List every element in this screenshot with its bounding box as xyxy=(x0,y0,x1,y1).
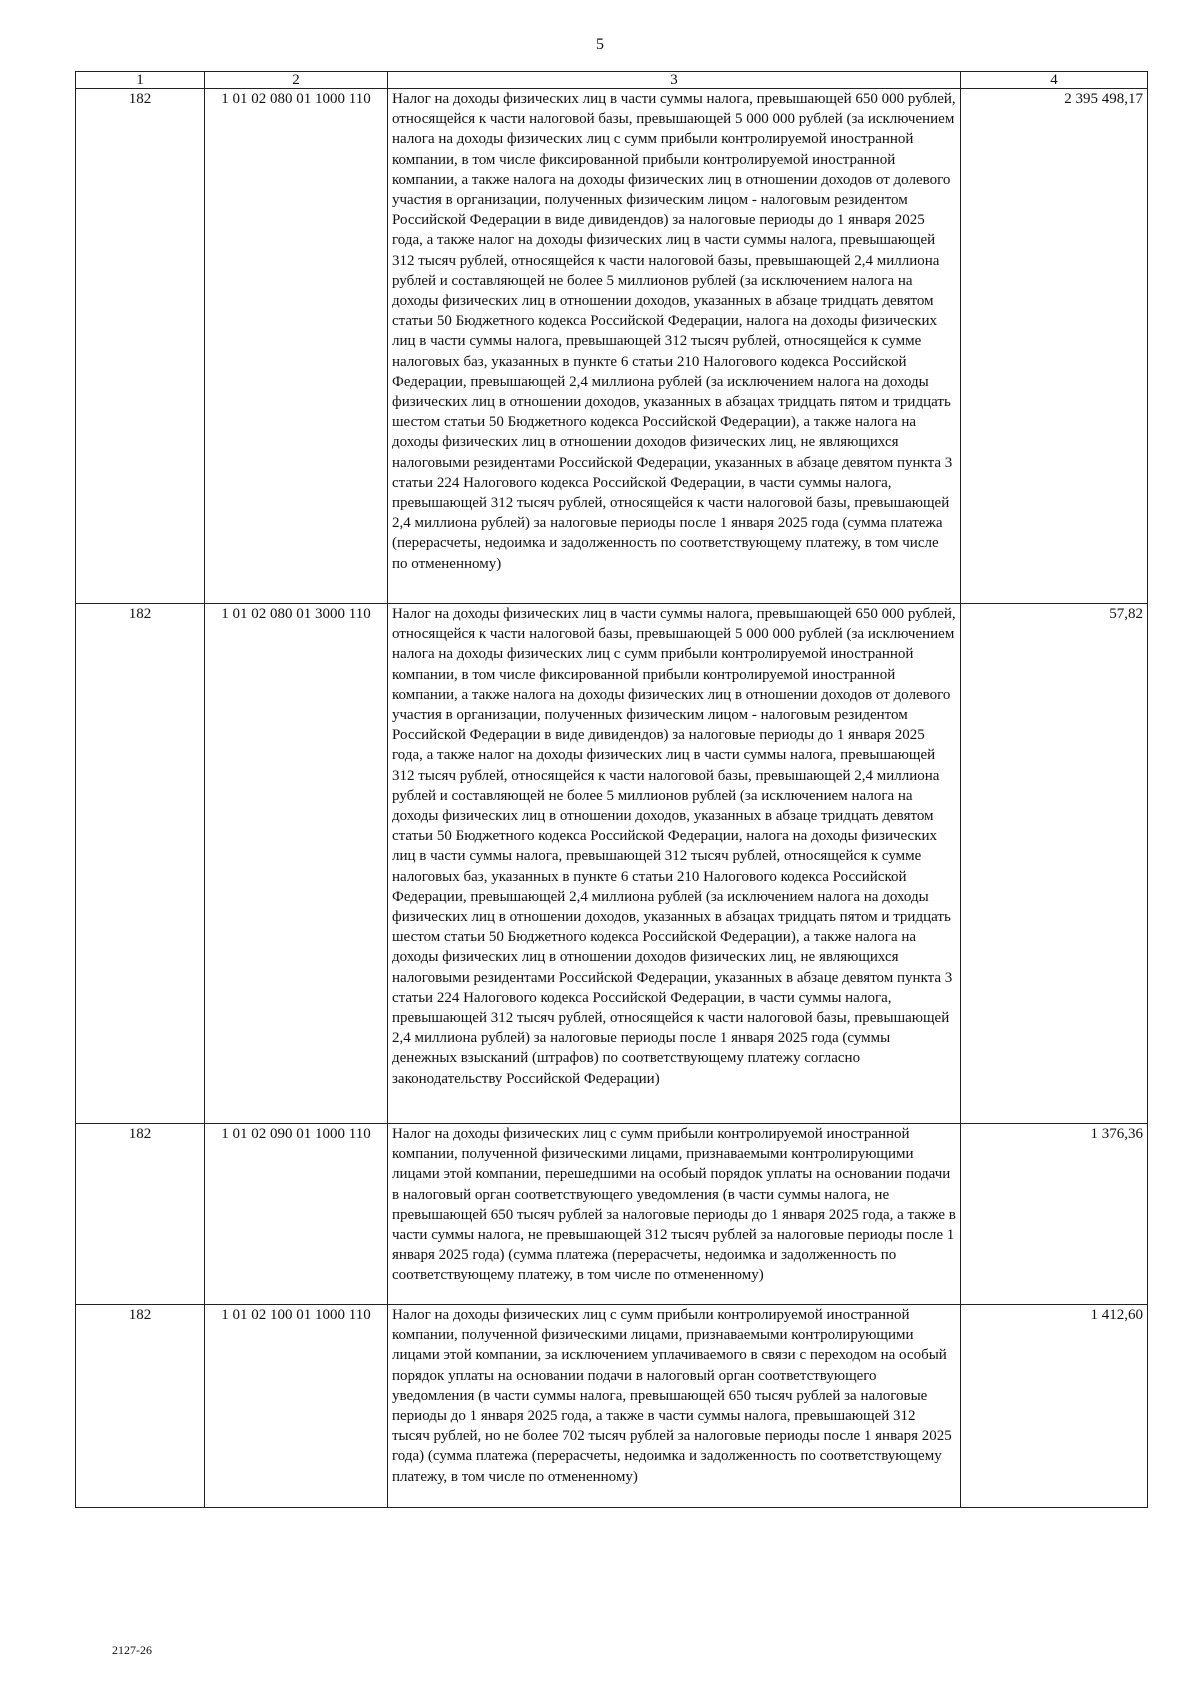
column-header-1: 1 xyxy=(76,72,205,89)
amount-cell: 57,82 xyxy=(961,604,1148,1124)
budget-classification-code-cell: 1 01 02 080 01 3000 110 xyxy=(205,604,388,1124)
column-header-4: 4 xyxy=(961,72,1148,89)
income-description-cell: Налог на доходы физических лиц в части суммы налога, превышающей 650 000 рублей, относящейся к части налоговой базы, превышающей 5 000 000 рублей (за исключением налога на доходы физических лиц с сумм прибыли контролируемой иностранной компании, в том числе фиксированной прибыли контролируемой иностранной компании, а также налога на доходы физических лиц в отношении доходов от долевого участия в организации, полученных физическим лицом - налоговым резидентом Российской Федерации в виде дивидендов) за налоговые периоды до 1 января 2025 года, а также налог на доходы физических лиц в части суммы налога, превышающей 312 тысяч рублей, относящейся к части налоговой базы, превышающей 2,4 миллиона рублей и составляющей не более 5 миллионов рублей (за исключением налога на доходы физических лиц в отношении доходов, указанных в абзаце тридцать девятом статьи 50 Бюджетного кодекса Российской Федерации, налога на доходы физических лиц в части суммы налога, превышающей 312 тысяч рублей, относящейся к сумме налоговых баз, указанных в пункте 6 статьи 210 Налогового кодекса Российской Федерации, превышающей 2,4 миллиона рублей (за исключением налога на доходы физических лиц в отношении доходов, указанных в абзацах тридцать пятом и тридцать шестом статьи 50 Бюджетного кодекса Российской Федерации), а также налога на доходы физических лиц в отношении доходов физических лиц, не являющихся налоговыми резидентами Российской Федерации, указанных в абзаце девятом пункта 3 статьи 224 Налогового кодекса Российской Федерации, в части суммы налога, превышающей 312 тысяч рублей, относящейся к части налоговой базы, превышающей 2,4 миллиона рублей) за налоговые периоды после 1 января 2025 года (суммы денежных взысканий (штрафов) по соответствующему платежу согласно законодательству Российской Федерации) xyxy=(388,604,961,1124)
income-description-cell: Налог на доходы физических лиц с сумм прибыли контролируемой иностранной компании, полученной физическими лицами, признаваемыми контролирующими лицами этой компании, перешедшими на особый порядок уплаты на основании подачи в налоговый орган соответствующего уведомления (в части суммы налога, не превышающей 650 тысяч рублей за налоговые периоды до 1 января 2025 года, а также в части суммы налога, не превышающей 312 тысяч рублей за налоговые периоды после 1 января 2025 года) (сумма платежа (перерасчеты, недоимка и задолженность по соответствующему платежу, в том числе по отмененному) xyxy=(388,1124,961,1305)
table-row xyxy=(76,604,1148,1124)
admin-code-cell: 182 xyxy=(76,1124,205,1305)
admin-code-cell: 182 xyxy=(76,89,205,604)
budget-classification-code-cell: 1 01 02 080 01 1000 110 xyxy=(205,89,388,604)
column-header-2: 2 xyxy=(205,72,388,89)
table-row xyxy=(76,1305,1148,1508)
income-description-cell: Налог на доходы физических лиц в части суммы налога, превышающей 650 000 рублей, относящейся к части налоговой базы, превышающей 5 000 000 рублей (за исключением налога на доходы физических лиц с сумм прибыли контролируемой иностранной компании, в том числе фиксированной прибыли контролируемой иностранной компании, а также налога на доходы физических лиц в отношении доходов от долевого участия в организации, полученных физическим лицом - налоговым резидентом Российской Федерации в виде дивидендов) за налоговые периоды до 1 января 2025 года, а также налог на доходы физических лиц в части суммы налога, превышающей 312 тысяч рублей, относящейся к части налоговой базы, превышающей 2,4 миллиона рублей и составляющей не более 5 миллионов рублей (за исключением налога на доходы физических лиц в отношении доходов, указанных в абзаце тридцать девятом статьи 50 Бюджетного кодекса Российской Федерации, налога на доходы физических лиц в части суммы налога, превышающей 312 тысяч рублей, относящейся к сумме налоговых баз, указанных в пункте 6 статьи 210 Налогового кодекса Российской Федерации, превышающей 2,4 миллиона рублей (за исключением налога на доходы физических лиц в отношении доходов, указанных в абзацах тридцать пятом и тридцать шестом статьи 50 Бюджетного кодекса Российской Федерации), а также налога на доходы физических лиц в отношении доходов физических лиц, не являющихся налоговыми резидентами Российской Федерации, указанных в абзаце девятом пункта 3 статьи 224 Налогового кодекса Российской Федерации, в части суммы налога, превышающей 312 тысяч рублей, относящейся к части налоговой базы, превышающей 2,4 миллиона рублей) за налоговые периоды после 1 января 2025 года (сумма платежа (перерасчеты, недоимка и задолженность по соответствующему платежу, в том числе по отмененному) xyxy=(388,89,961,604)
budget-classification-code-cell: 1 01 02 100 01 1000 110 xyxy=(205,1305,388,1508)
table-row xyxy=(76,1124,1148,1305)
table-row xyxy=(76,89,1148,604)
page-number: 5 xyxy=(596,36,604,53)
budget-classification-code-cell: 1 01 02 090 01 1000 110 xyxy=(205,1124,388,1305)
amount-cell: 1 412,60 xyxy=(961,1305,1148,1508)
column-header-3: 3 xyxy=(388,72,961,89)
income-description-cell: Налог на доходы физических лиц с сумм прибыли контролируемой иностранной компании, полученной физическими лицами, признаваемыми контролирующими лицами этой компании, за исключением уплачиваемого в связи с переходом на особый порядок уплаты на основании подачи в налоговый орган соответствующего уведомления (в части суммы налога, превышающей 650 тысяч рублей за налоговые периоды до 1 января 2025 года, а также в части суммы налога, превышающей 312 тысяч рублей, но не более 702 тысяч рублей за налоговые периоды после 1 января 2025 года) (сумма платежа (перерасчеты, недоимка и задолженность по соответствующему платежу, в том числе по отмененному) xyxy=(388,1305,961,1508)
admin-code-cell: 182 xyxy=(76,604,205,1124)
amount-cell: 2 395 498,17 xyxy=(961,89,1148,604)
amount-cell: 1 376,36 xyxy=(961,1124,1148,1305)
table-header-row xyxy=(76,72,1148,89)
document-code: 2127-26 xyxy=(112,1643,152,1657)
admin-code-cell: 182 xyxy=(76,1305,205,1508)
budget-income-table xyxy=(75,71,1148,1508)
